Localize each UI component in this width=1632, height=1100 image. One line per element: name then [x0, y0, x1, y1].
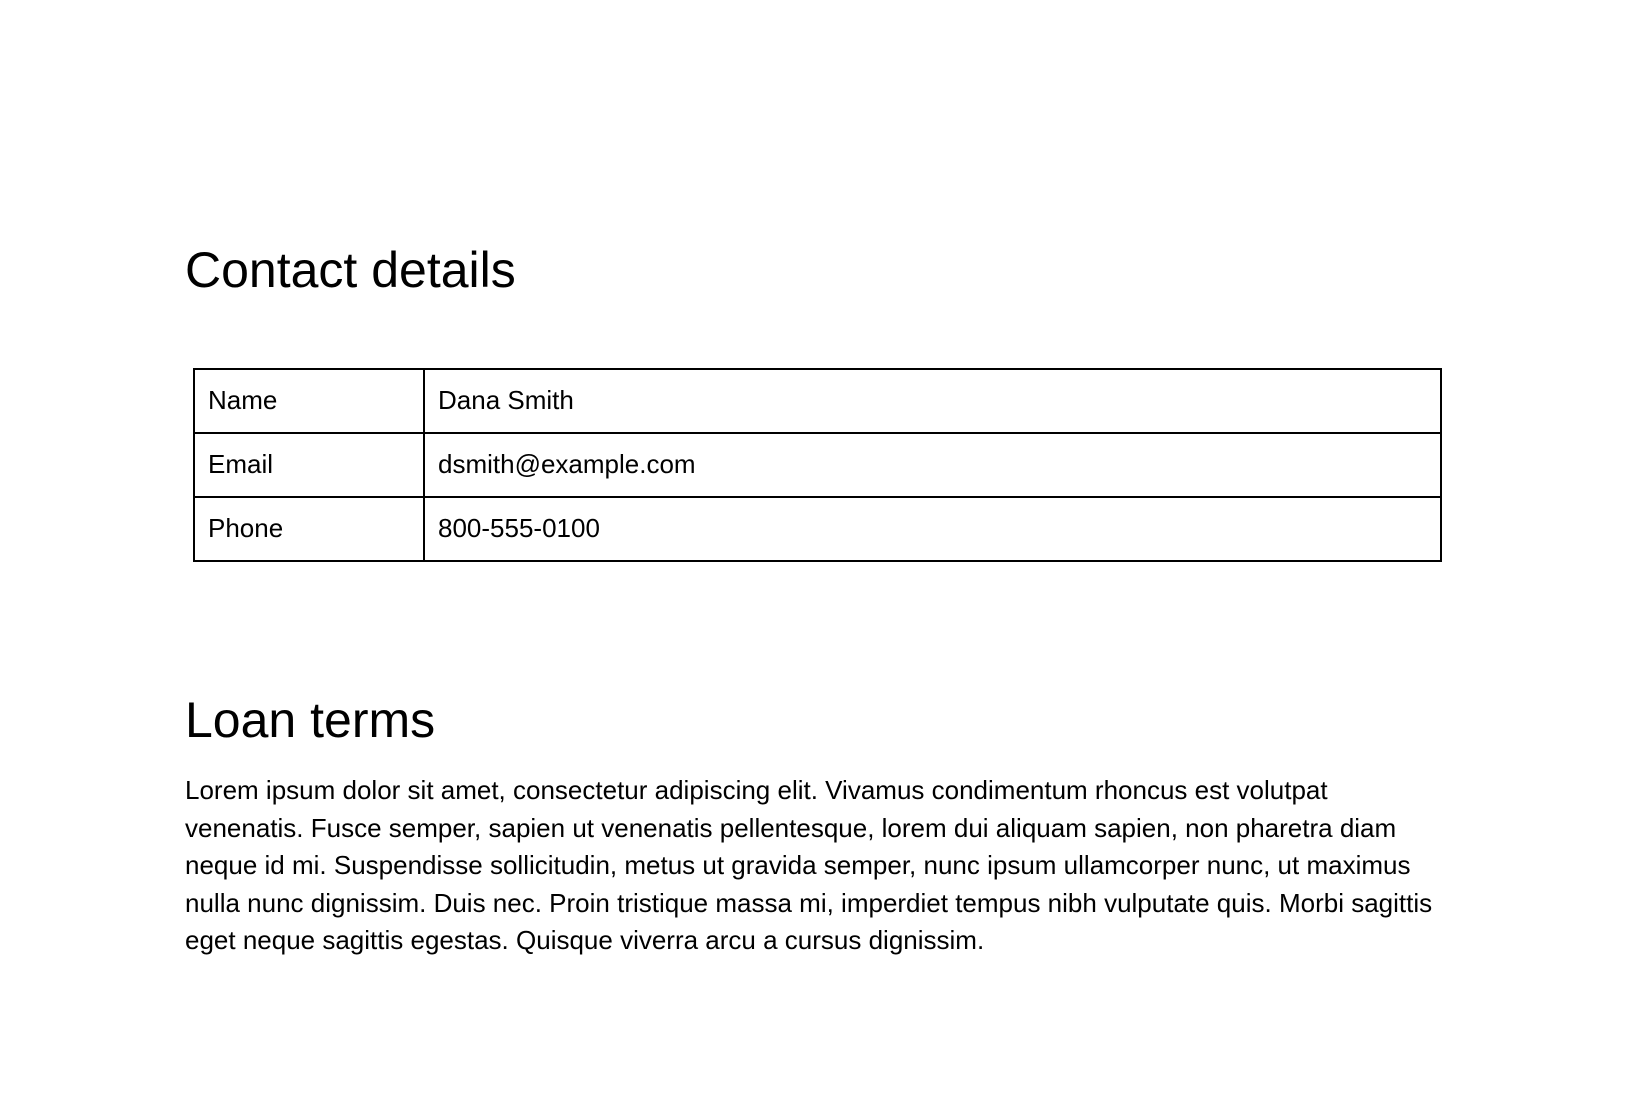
- loan-terms-paragraph: Lorem ipsum dolor sit amet, consectetur adipiscing elit. Vivamus condimentum rhoncus est volutpat venenatis. Fusce semper, sapien ut venenatis pellentesque, lorem dui aliquam sapien, non pharetra diam neque id mi. Suspendisse sollicitudin, metus ut gravida semper, nunc ipsum ullamcorper nunc, ut maximus nulla nunc dignissim. Duis nec. Proin tristique massa mi, imperdiet tempus nibh vulputate quis. Morbi sagittis eget neque sagittis egestas. Quisque viverra arcu a cursus dignissim.: [185, 775, 1433, 955]
- contact-details-table: [193, 368, 1442, 562]
- name-value-cell: Dana Smith: [424, 369, 1441, 433]
- document-content: [185, 242, 1447, 960]
- contact-details-heading: Contact details: [185, 242, 516, 298]
- email-value-cell: dsmith@example.com: [424, 433, 1441, 497]
- table-row-name: [194, 369, 1441, 433]
- loan-terms-heading: Loan terms: [185, 691, 436, 748]
- phone-value-cell: 800-555-0100: [424, 497, 1441, 561]
- table-row-phone: [194, 497, 1441, 561]
- table-row-email: [194, 433, 1441, 497]
- email-label-cell: Email: [194, 433, 424, 497]
- name-label-cell: Name: [194, 369, 424, 433]
- phone-label-cell: Phone: [194, 497, 424, 561]
